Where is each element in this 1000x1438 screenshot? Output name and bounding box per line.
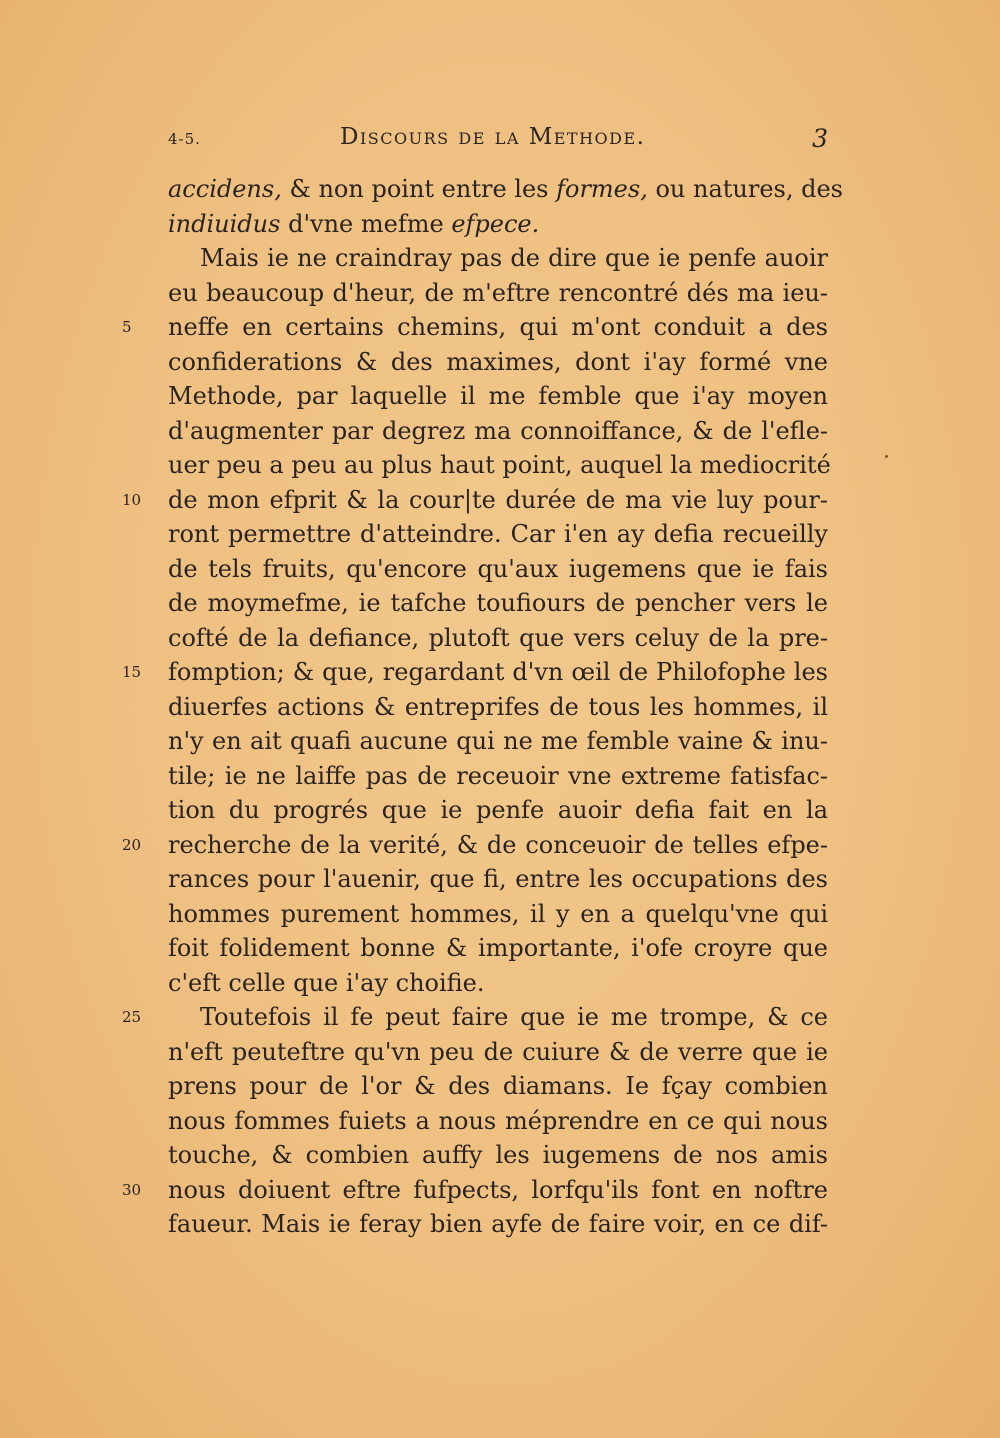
text-line bbox=[168, 448, 831, 483]
text-segment: hommes purement hommes, il y en a quelqu'vne qui bbox=[168, 899, 828, 928]
italic-text: accidens, bbox=[168, 175, 282, 203]
text-line bbox=[168, 207, 828, 242]
text-segment: nous fommes fuiets a nous méprendre en ce qui nous bbox=[168, 1106, 828, 1135]
text-segment: confiderations & des maximes, dont i'ay formé vne bbox=[168, 347, 828, 376]
text-line bbox=[168, 276, 828, 311]
text-segment: tile; ie ne laiffe pas de receuoir vne extreme fatisfac- bbox=[168, 761, 828, 790]
text-segment: de tels fruits, qu'encore qu'aux iugemens que ie fais bbox=[168, 554, 828, 583]
text-line bbox=[168, 724, 828, 759]
text-segment: cofté de la defiance, plutoft que vers celuy de la pre- bbox=[168, 623, 828, 652]
italic-text: efpece. bbox=[451, 209, 540, 238]
text-line bbox=[168, 690, 828, 725]
line-number: 15 bbox=[122, 663, 142, 681]
line-number: 5 bbox=[122, 318, 132, 336]
body-text bbox=[122, 172, 843, 1242]
text-line bbox=[168, 1207, 828, 1242]
line-number: 10 bbox=[122, 490, 142, 509]
text-segment: faueur. Mais ie feray bien ayfe de faire voir, en ce dif- bbox=[168, 1210, 828, 1238]
page-reference: 4-5. bbox=[168, 130, 201, 148]
text-line bbox=[168, 1069, 828, 1104]
line-number: 30 bbox=[122, 1180, 142, 1199]
text-line bbox=[122, 483, 828, 518]
text-line bbox=[168, 414, 828, 449]
text-line bbox=[168, 1138, 828, 1173]
text-line bbox=[168, 379, 828, 414]
text-line bbox=[122, 655, 828, 690]
text-segment: neffe en certains chemins, qui m'ont conduit a des bbox=[168, 313, 828, 341]
text-line bbox=[168, 897, 828, 932]
text-segment: de mon efprit & la cour|te durée de ma vie luy pour- bbox=[168, 485, 828, 514]
text-line bbox=[168, 172, 843, 207]
text-segment: d'vne mefme bbox=[280, 209, 452, 238]
text-segment: eu beaucoup d'heur, de m'eftre rencontré dés ma ieu- bbox=[168, 278, 828, 307]
text-line bbox=[168, 931, 828, 966]
page-number: 3 bbox=[812, 124, 828, 153]
text-line bbox=[168, 1035, 828, 1070]
text-line bbox=[168, 345, 828, 380]
text-line bbox=[168, 586, 828, 621]
text-segment: Mais ie ne craindray pas de dire que ie penfe auoir bbox=[200, 244, 828, 272]
text-line bbox=[122, 1000, 828, 1035]
text-line bbox=[168, 759, 828, 794]
text-segment: tion du progrés que ie penfe auoir defia fait en la bbox=[168, 796, 828, 824]
text-line bbox=[122, 1173, 828, 1208]
text-segment: c'eft celle que i'ay choifie. bbox=[168, 968, 485, 997]
line-number: 25 bbox=[122, 1008, 142, 1026]
text-line bbox=[168, 241, 828, 276]
text-line bbox=[122, 310, 828, 345]
text-segment: foit folidement bonne & importante, i'ofe croyre que bbox=[168, 934, 828, 962]
text-segment: & non point entre les bbox=[281, 175, 557, 203]
text-segment: ou natures, des bbox=[647, 175, 843, 203]
text-line bbox=[168, 1104, 828, 1139]
text-segment: touche, & combien auffy les iugemens de nos amis bbox=[168, 1141, 828, 1169]
text-segment: n'eft peuteftre qu'vn peu de cuiure & de verre que ie bbox=[168, 1037, 828, 1066]
text-segment: diuerfes actions & entreprifes de tous les hommes, il bbox=[168, 692, 828, 721]
text-line bbox=[122, 828, 828, 863]
text-segment: d'augmenter par degrez ma connoiffance, & de l'efle- bbox=[168, 416, 828, 445]
text-line bbox=[168, 621, 828, 656]
text-segment: uer peu a peu au plus haut point, auquel la mediocrité bbox=[168, 451, 831, 479]
text-segment: Toutefois il fe peut faire que ie me trompe, & ce bbox=[200, 1003, 828, 1031]
text-line bbox=[168, 966, 828, 1001]
text-line bbox=[168, 552, 828, 587]
line-number: 20 bbox=[122, 835, 142, 854]
text-segment: de moymefme, ie tafche toufiours de pencher vers le bbox=[168, 589, 828, 617]
text-segment: prens pour de l'or & des diamans. Ie fçay combien bbox=[168, 1072, 828, 1100]
text-segment: n'y en ait quafi aucune qui ne me femble vaine & inu- bbox=[168, 727, 828, 755]
text-line bbox=[168, 862, 828, 897]
text-line bbox=[168, 517, 828, 552]
paper-speck bbox=[885, 455, 888, 458]
text-segment: nous doiuent eftre fufpects, lorfqu'ils font en noftre bbox=[168, 1175, 828, 1204]
text-segment: recherche de la verité, & de conceuoir de telles efpe- bbox=[168, 830, 828, 859]
text-segment: rances pour l'auenir, que fi, entre les occupations des bbox=[168, 865, 828, 893]
text-segment: fomption; & que, regardant d'vn œil de Philofophe les bbox=[168, 658, 828, 686]
text-line bbox=[168, 793, 828, 828]
italic-text: formes, bbox=[556, 175, 648, 203]
text-segment: Methode, par laquelle il me femble que i'ay moyen bbox=[168, 382, 828, 410]
running-title: Discours de la Methode. bbox=[340, 124, 646, 150]
running-header bbox=[168, 124, 828, 156]
italic-text: indiuidus bbox=[168, 209, 281, 238]
text-segment: ront permettre d'atteindre. Car i'en ay defia recueilly bbox=[168, 520, 828, 548]
